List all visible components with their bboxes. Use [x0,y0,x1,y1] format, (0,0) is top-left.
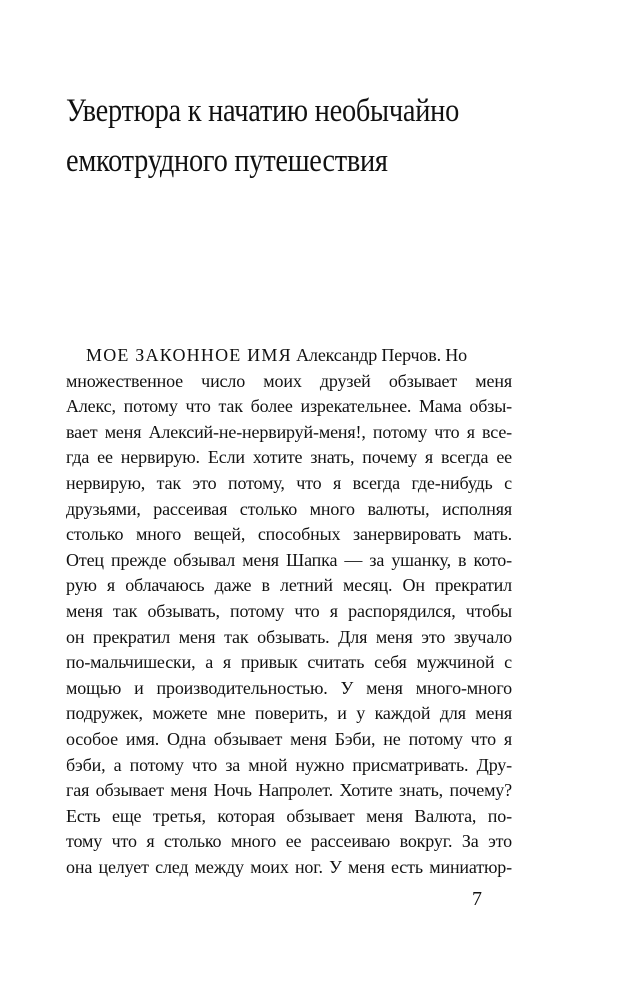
page-number: 7 [472,888,482,910]
chapter-title-line-1: Увертюра к начатию необычайно [66,93,460,129]
first-line-rest: Александр Перчов. Но [291,345,467,365]
text-line-first [66,343,512,369]
text-line: столько много вещей, способных занервировать мать. [66,524,512,545]
text-line: Отец прежде обзывал меня Шапка — за ушанку, в кото- [66,549,512,570]
lead-in-caps: МОЕ ЗАКОННОЕ ИМЯ [86,345,292,365]
text-line: особое имя. Одна обзывает меня Бэби, не потому что я [66,728,512,749]
text-line: бэби, а потому что за мной нужно присматривать. Дру- [66,754,512,775]
text-line: подружек, можете мне поверить, и у каждой для меня [66,703,512,724]
text-line: он прекратил меня так обзывать. Для меня это звучало [66,626,512,647]
text-line: Есть еще третья, которая обзывает меня Валюта, по- [66,805,512,826]
text-line: по-мальчишески, а я привык считать себя мужчиной с [66,652,512,673]
text-line: меня так обзывать, потому что я распорядился, чтобы [66,600,512,621]
chapter-title-line-2: емкотрудного путешествия [66,143,388,179]
text-line: друзьями, рассеивая столько много валюты, исполняя [66,498,512,519]
text-line: вает меня Алексий-не-нервируй-меня!, потому что я все- [66,421,512,442]
text-line: она целует след между моих ног. У меня есть миниатюр- [66,856,512,877]
text-line: тому что я столько много ее рассеиваю вокруг. За это [66,831,512,852]
text-line: мощью и производительностью. У меня много-много [66,677,512,698]
text-line: рую я облачаюсь даже в летний месяц. Он прекратил [66,575,512,596]
text-line: множественное число моих друзей обзывает меня [66,370,512,391]
text-line: гда ее нервирую. Если хотите знать, почему я всегда ее [66,447,512,468]
text-line: Алекс, потому что так более изрекательнее. Мама обзы- [66,396,512,417]
text-line: нервирую, так это потому, что я всегда где-нибудь с [66,472,512,493]
chapter-title [66,86,496,186]
text-line: гая обзывает меня Ночь Напролет. Хотите знать, почему? [66,780,512,801]
body-paragraph [66,343,512,880]
